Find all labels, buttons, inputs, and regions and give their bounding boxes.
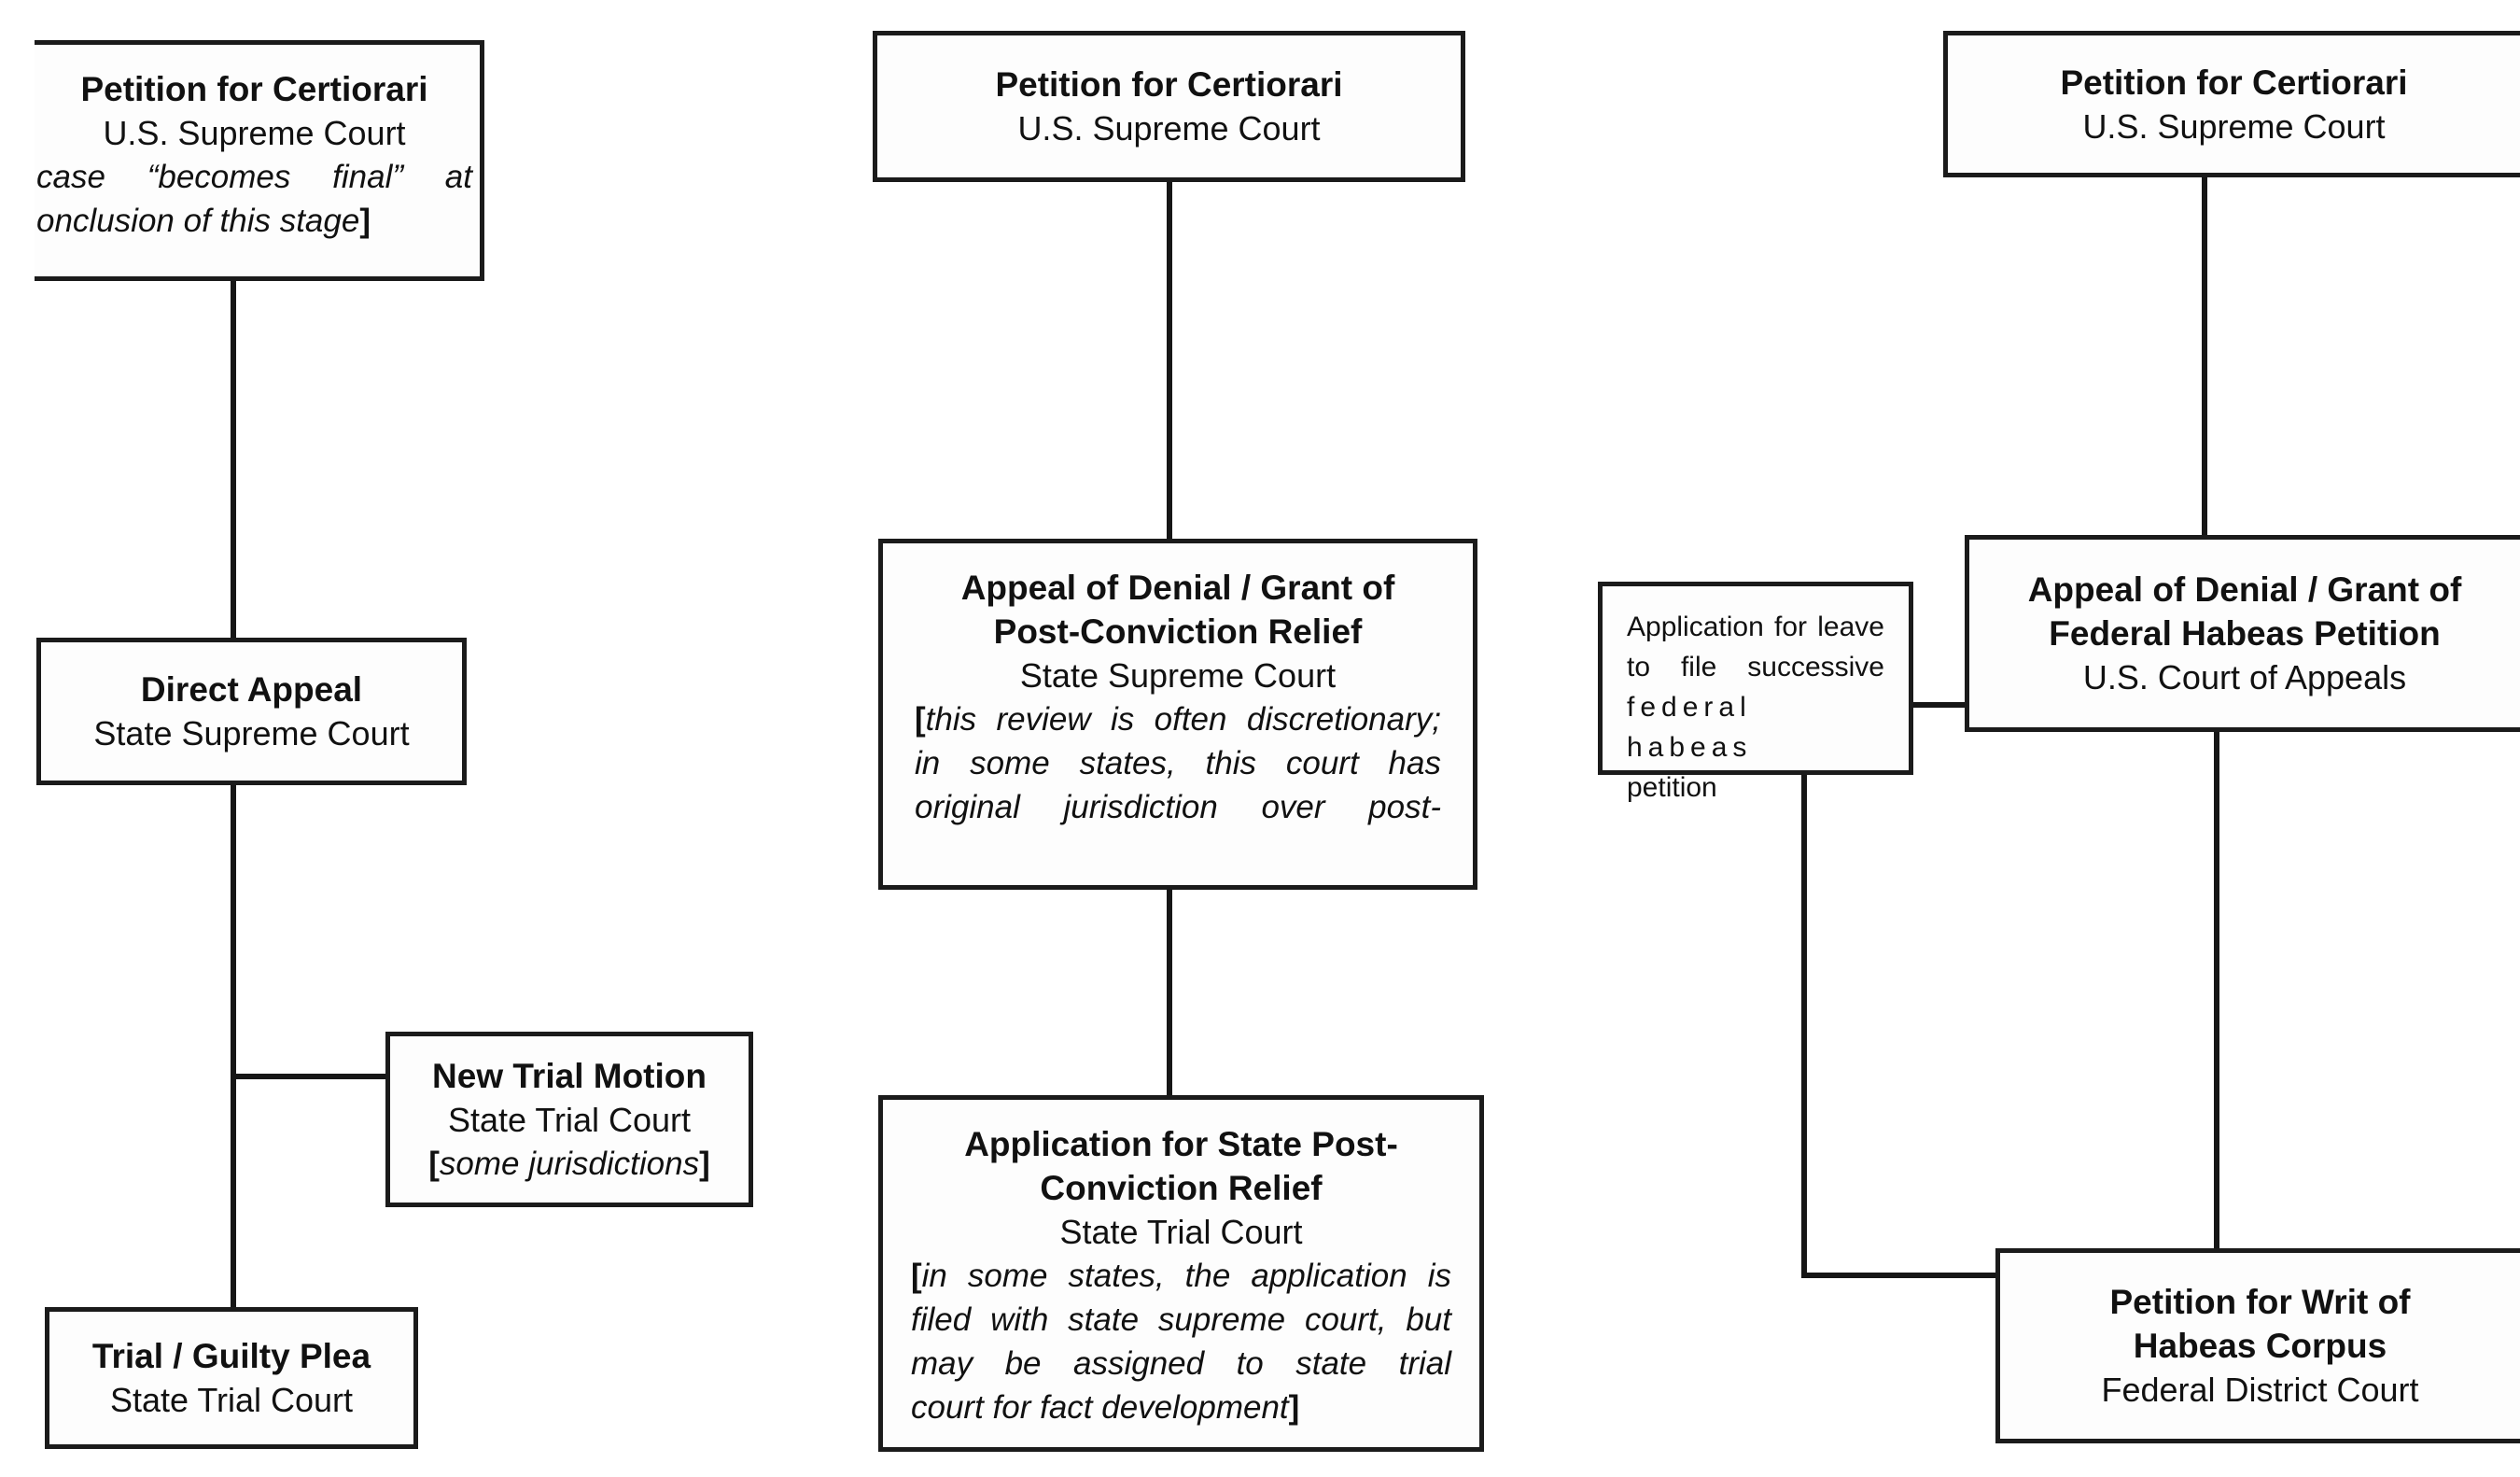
box-appeal-denial-grant-federal-habeas (1965, 535, 2520, 732)
box-title: Petition for Certiorari (80, 70, 428, 108)
box-title: New Trial Motion (432, 1056, 707, 1095)
bracket-close: ] (359, 203, 371, 239)
box-text-line: petition (1627, 772, 1717, 803)
box-title: Petition for Certiorari (2060, 63, 2408, 102)
bracket-open: [ (915, 701, 926, 738)
box-text-line: Application for leave (1627, 612, 1884, 642)
box-title: Conviction Relief (1040, 1169, 1323, 1207)
box-note-line: may be assigned to state trial (911, 1345, 1451, 1382)
box-title: Trial / Guilty Plea (91, 1337, 371, 1375)
box-note-line: filed with state supreme court, but (911, 1301, 1451, 1338)
box-petition-certiorari-state-pcr (873, 31, 1465, 182)
box-note-line (390, 1142, 749, 1186)
box-court: U.S. Court of Appeals (2082, 658, 2407, 696)
box-note-line: in some states, this court has (915, 745, 1441, 781)
connector-leave-application-to-habeas-appeal (1913, 702, 1965, 708)
bracket-open: [ (428, 1145, 440, 1182)
box-note-line (36, 199, 472, 243)
box-title: Habeas Corpus (2133, 1327, 2387, 1365)
note-text: in some states, the application is (921, 1258, 1451, 1294)
box-text-line: federal habeas (1627, 692, 1753, 763)
box-court: U.S. Supreme Court (103, 114, 406, 152)
box-note-line: case “becomes final” at (36, 159, 472, 195)
box-petition-writ-habeas-corpus (1995, 1248, 2520, 1443)
connector-cert-to-direct-appeal (231, 281, 236, 638)
box-application-state-post-conviction (878, 1095, 1484, 1452)
connector-direct-appeal-to-trial (231, 785, 236, 1307)
bracket-open: [ (911, 1258, 922, 1294)
connector-cert-to-habeas-appeal (2202, 177, 2207, 535)
connector-pcr-appeal-to-application (1167, 890, 1172, 1095)
box-note-line (911, 1254, 1451, 1298)
note-text: onclusion of this stage (36, 203, 360, 239)
box-new-trial-motion (385, 1032, 753, 1207)
box-direct-appeal (36, 638, 467, 785)
box-petition-certiorari-direct-appeal (35, 40, 484, 281)
box-appeal-denial-grant-post-conviction (878, 539, 1477, 890)
connector-habeas-appeal-to-writ (2214, 732, 2219, 1248)
note-text: this review is often discretionary; (925, 701, 1441, 738)
note-text: court for fact development (911, 1389, 1289, 1426)
box-title: Appeal of Denial / Grant of (960, 569, 1395, 607)
box-title: Post-Conviction Relief (993, 612, 1363, 651)
box-note-line: original jurisdiction over post- (915, 789, 1441, 825)
box-title: Application for State Post- (964, 1125, 1398, 1163)
box-note-line (915, 697, 1441, 741)
box-court: State Supreme Court (1019, 656, 1337, 695)
box-court: State Trial Court (1059, 1213, 1303, 1251)
box-trial-guilty-plea (45, 1307, 418, 1449)
bracket-close: ] (699, 1145, 710, 1182)
box-petition-certiorari-federal-habeas (1943, 31, 2520, 177)
box-court: U.S. Supreme Court (1017, 109, 1321, 148)
box-text-line: to file successive (1627, 652, 1884, 682)
box-title: Appeal of Denial / Grant of (2027, 570, 2462, 609)
connector-leave-application-down (1801, 775, 1807, 1278)
box-court: U.S. Supreme Court (2082, 106, 2386, 146)
connector-leave-application-to-writ (1801, 1273, 1995, 1278)
box-title: Petition for Certiorari (995, 65, 1343, 104)
box-court: State Trial Court (447, 1100, 692, 1139)
box-court: State Trial Court (109, 1381, 354, 1419)
connector-cert-to-pcr-appeal (1167, 182, 1172, 539)
note-text: some jurisdictions (439, 1145, 700, 1182)
box-court: State Supreme Court (93, 714, 410, 753)
box-title: Direct Appeal (140, 670, 363, 709)
box-note-line (911, 1386, 1451, 1429)
box-title: Petition for Writ of (2109, 1283, 2411, 1321)
box-application-leave-successive-habeas (1598, 582, 1913, 803)
box-title: Federal Habeas Petition (2049, 614, 2441, 653)
bracket-close: ] (1288, 1389, 1300, 1426)
connector-to-new-trial-motion (231, 1074, 385, 1079)
box-court: Federal District Court (2101, 1371, 2419, 1409)
